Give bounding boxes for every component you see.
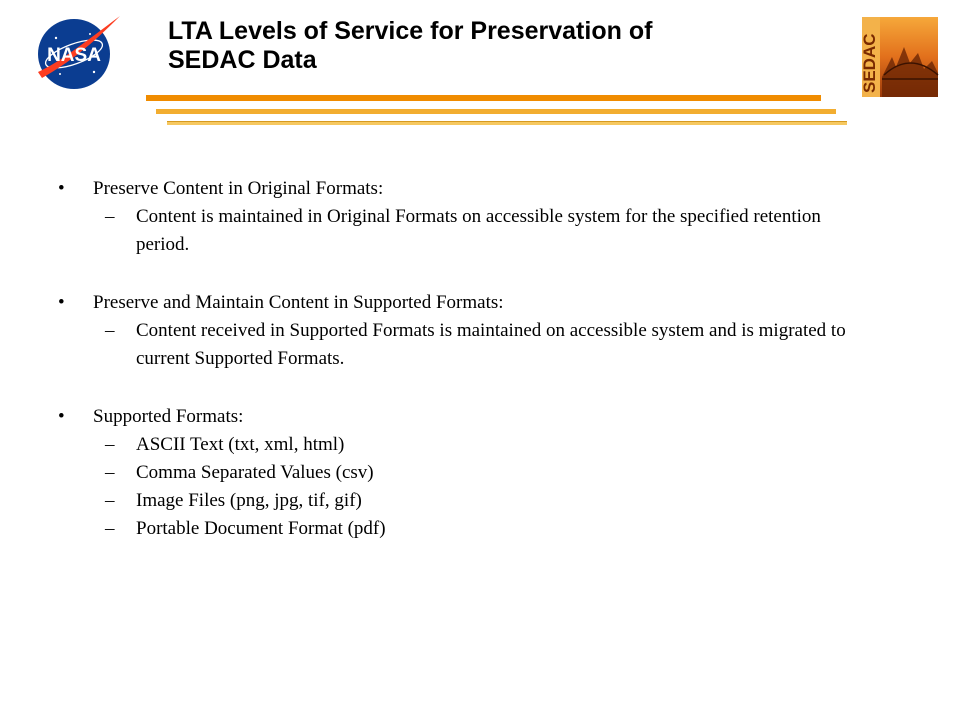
sub-item [58,459,918,487]
sedac-logo [862,17,938,97]
bullet-text: Supported Formats: [93,406,244,427]
sub-item-text: Image Files (png, jpg, tif, gif) [136,490,362,511]
header-rule-top [146,95,821,101]
sub-item [58,515,918,543]
sub-item [58,487,918,515]
sub-item [58,431,918,459]
dash-marker: – [105,206,115,227]
sub-item-text: ASCII Text (txt, xml, html) [136,434,345,455]
bullet-text: Preserve and Maintain Content in Supported Formats: [93,292,504,313]
sub-item [58,317,918,373]
dash-marker: – [105,434,115,455]
nasa-logo [30,12,122,92]
bullet-item [58,175,918,203]
bullet-item [58,289,918,317]
bullet-marker: • [58,292,65,313]
section-original-formats [58,175,918,259]
nasa-logo-text: NASA [47,45,101,66]
header-rule-bottom [167,121,847,125]
header-rule-middle [156,109,836,114]
bullet-item [58,403,918,431]
section-supported-formats-list [58,403,918,543]
slide-title: LTA Levels of Service for Preservation of SEDAC Data [168,17,653,74]
slide-body [58,175,918,573]
sub-item-text: Comma Separated Values (csv) [136,462,374,483]
sub-item-text: Content received in Supported Formats is maintained on accessible system and is migrated to current Supported Formats. [136,320,846,369]
bullet-marker: • [58,406,65,427]
sedac-logo-text: SEDAC [860,33,879,93]
sub-item [58,203,918,259]
sub-item-text: Portable Document Format (pdf) [136,518,386,539]
dash-marker: – [105,320,115,341]
bullet-marker: • [58,178,65,199]
dash-marker: – [105,518,115,539]
dash-marker: – [105,462,115,483]
dash-marker: – [105,490,115,511]
sub-item-text: Content is maintained in Original Formats on accessible system for the specified retention period. [136,206,821,255]
section-supported-formats-maintain [58,289,918,373]
bullet-text: Preserve Content in Original Formats: [93,178,384,199]
